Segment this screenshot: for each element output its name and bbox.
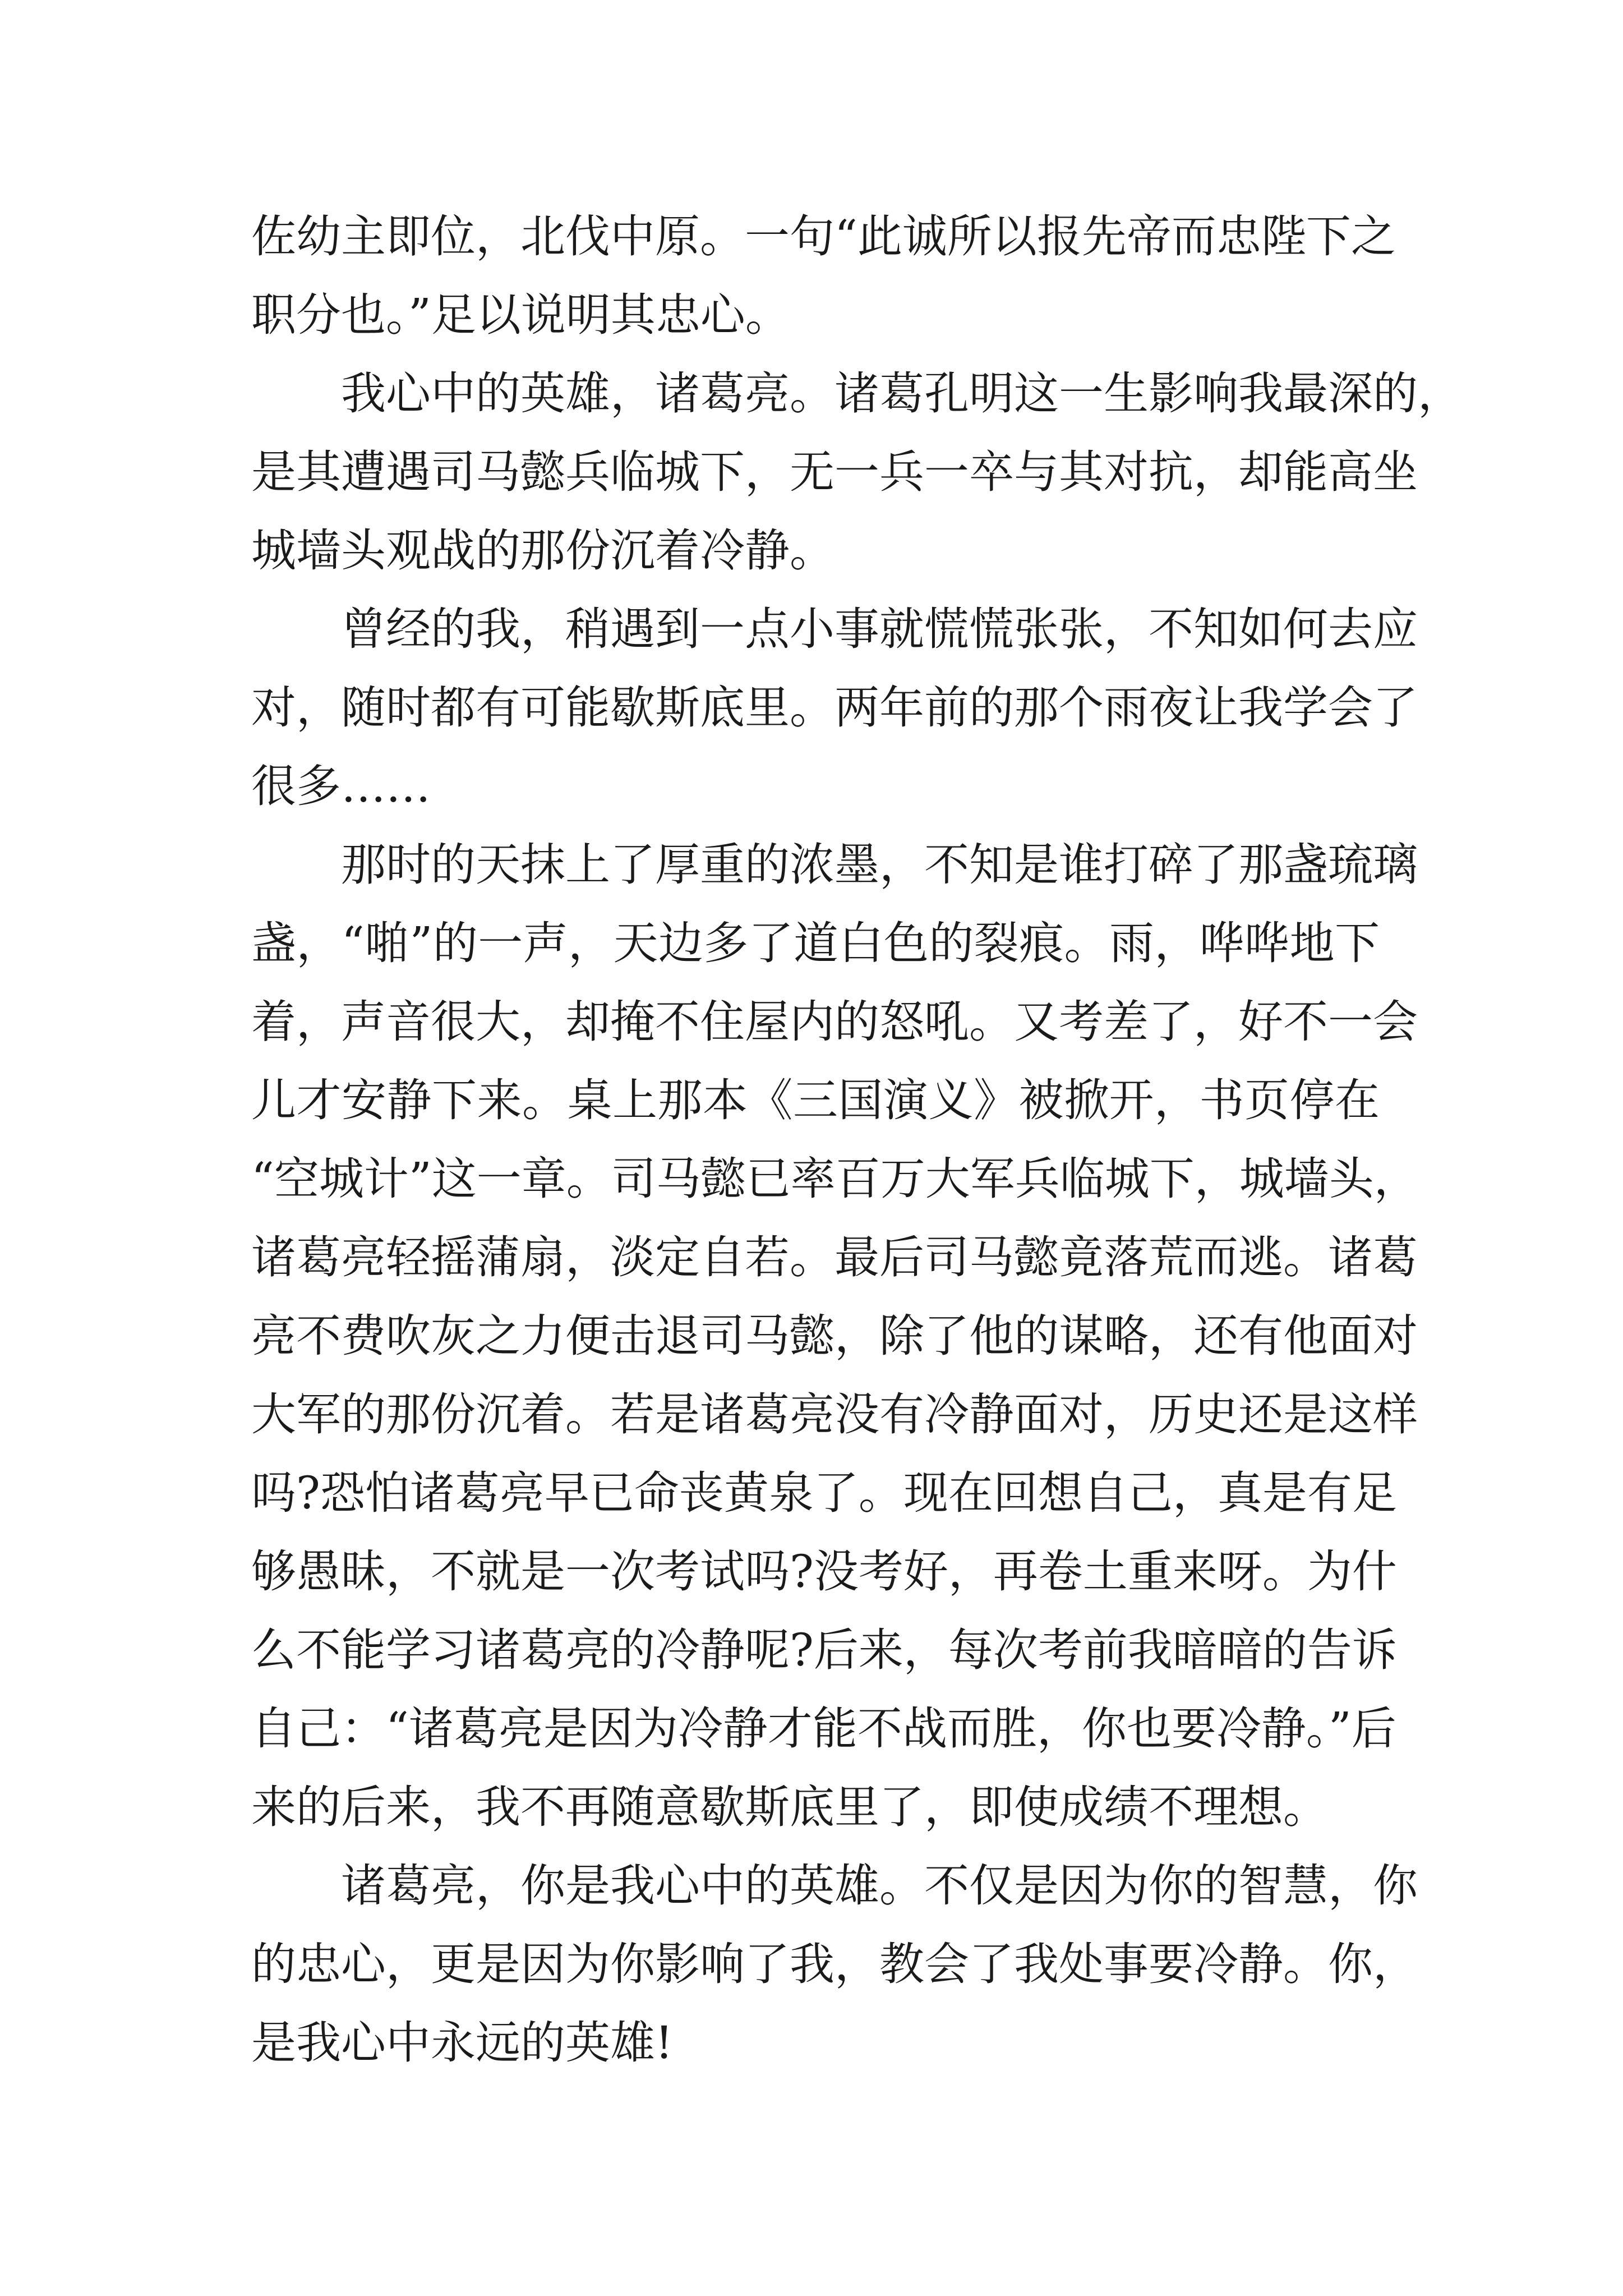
text-line: 亮不费吹灰之力便击退司马懿，除了他的谋略，还有他面对	[251, 1310, 1418, 1362]
text-line: 职分也。”足以说明其忠心。	[251, 289, 790, 341]
text-line: 的忠心，更是因为你影响了我，教会了我处事要冷静。你，	[251, 1938, 1418, 1990]
essay-body	[251, 197, 1463, 2082]
text-line: 儿才安静下来。桌上那本《三国演义》被掀开，书页停在	[251, 1074, 1380, 1126]
paragraph-first-line: 那时的天抹上了厚重的浓墨，不知是谁打碎了那盏琉璃	[341, 839, 1418, 891]
text-line: 很多……	[251, 760, 431, 812]
text-line: 着，声音很大，却掩不住屋内的怒吼。又考差了，好不一会	[251, 996, 1418, 1048]
text-line: 是其遭遇司马懿兵临城下，无一兵一卒与其对抗，却能高坐	[251, 446, 1418, 498]
text-line: 来的后来，我不再随意歇斯底里了，即使成绩不理想。	[251, 1781, 1328, 1833]
text-line: 大军的那份沉着。若是诸葛亮没有冷静面对，历史还是这样	[251, 1388, 1418, 1441]
text-line: 盏，“啪”的一声，天边多了道白色的裂痕。雨，哗哗地下	[251, 917, 1380, 969]
text-line: 吗?恐怕诸葛亮早已命丧黄泉了。现在回想自己，真是有足	[251, 1467, 1397, 1519]
text-line: 对，随时都有可能歇斯底里。两年前的那个雨夜让我学会了	[251, 682, 1418, 734]
text-line: 自己：“诸葛亮是因为冷静才能不战而胜，你也要冷静。”后	[251, 1703, 1396, 1755]
text-line: 诸葛亮轻摇蒲扇，淡定自若。最后司马懿竟落荒而逃。诸葛	[251, 1231, 1418, 1283]
text-line: 够愚昧，不就是一次考试吗?没考好，再卷土重来呀。为什	[251, 1545, 1397, 1598]
text-line: 么不能学习诸葛亮的冷静呢?后来，每次考前我暗暗的告诉	[251, 1624, 1397, 1676]
text-line: 是我心中永远的英雄!	[251, 2017, 674, 2069]
paragraph-first-line: 我心中的英雄，诸葛亮。诸葛孔明这一生影响我最深的，	[341, 367, 1463, 420]
text-line: 佐幼主即位，北伐中原。一句“此诚所以报先帝而忠陛下之	[251, 210, 1396, 263]
text-line: 城墙头观战的那份沉着冷静。	[251, 524, 834, 577]
paragraph-first-line: 曾经的我，稍遇到一点小事就慌慌张张，不知如何去应	[341, 603, 1418, 655]
paragraph-first-line: 诸葛亮，你是我心中的英雄。不仅是因为你的智慧，你	[341, 1860, 1418, 1912]
text-line: “空城计”这一章。司马懿已率百万大军兵临城下，城墙头，	[251, 1153, 1419, 1205]
